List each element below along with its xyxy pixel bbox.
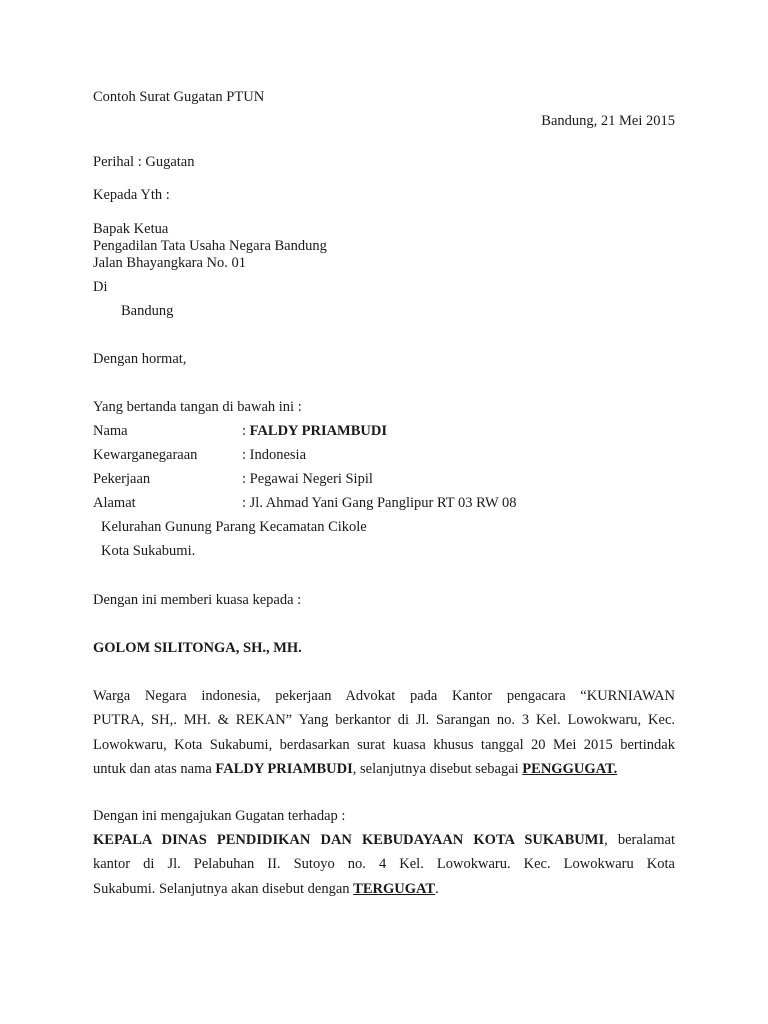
text-run: untuk dan atas nama [93, 760, 216, 777]
paragraph-line: PUTRA, SH,. MH. & REKAN” Yang berkantor di Jl. Sarangan no. 3 Kel. Lowokwaru, Kec. [93, 712, 675, 729]
signer-intro: Yang bertanda tangan di bawah ini : [93, 399, 302, 415]
power-of-attorney-intro: Dengan ini memberi kuasa kepada : [93, 592, 302, 608]
recipient-line-3: Jalan Bhayangkara No. 01 [93, 255, 247, 271]
identity-label: Nama [93, 423, 128, 439]
paragraph-line: Warga Negara indonesia, pekerjaan Advokat pada Kantor pengacara “KURNIAWAN [93, 688, 675, 704]
paragraph-line [93, 757, 675, 781]
document-title: Contoh Surat Gugatan PTUN [93, 89, 265, 105]
addressee-heading: Kepada Yth : [93, 187, 170, 203]
text-run: , beralamat [604, 832, 675, 848]
identity-row-address [93, 494, 517, 512]
plaintiff-name: FALDY PRIAMBUDI [215, 760, 353, 777]
recipient-line-2: Pengadilan Tata Usaha Negara Bandung [93, 238, 327, 254]
identity-row-occupation [93, 470, 373, 488]
identity-value: : Jl. Ahmad Yani Gang Panglipur RT 03 RW 08 [242, 495, 517, 511]
defendant-paragraph [93, 828, 675, 901]
plaintiff-term: PENGGUGAT. [522, 760, 618, 777]
identity-label: Kewarganegaraan [93, 447, 198, 463]
text-run: . [435, 880, 439, 897]
identity-value-name: FALDY PRIAMBUDI [249, 423, 387, 439]
identity-colon: : [242, 423, 250, 439]
identity-value: : Indonesia [242, 447, 307, 463]
paragraph-line [93, 877, 675, 901]
identity-value: : Pegawai Negeri Sipil [242, 471, 373, 487]
place-date: Bandung, 21 Mei 2015 [541, 113, 675, 129]
recipient-di: Di [93, 279, 108, 295]
identity-row-citizenship [93, 446, 306, 464]
lawsuit-intro: Dengan ini mengajukan Gugatan terhadap : [93, 808, 346, 824]
identity-row-name [93, 422, 387, 440]
address-continuation-1: Kelurahan Gunung Parang Kecamatan Cikole [101, 519, 367, 535]
text-run: Sukabumi. Selanjutnya akan disebut dengan [93, 880, 354, 897]
paragraph-line [93, 828, 675, 852]
defendant-term: TERGUGAT [353, 880, 436, 897]
attorney-paragraph [93, 684, 675, 781]
address-continuation-2: Kota Sukabumi. [101, 543, 196, 559]
recipient-line-1: Bapak Ketua [93, 221, 169, 237]
greeting: Dengan hormat, [93, 351, 187, 367]
attorney-name: GOLOM SILITONGA, SH., MH. [93, 640, 302, 656]
identity-label: Pekerjaan [93, 471, 151, 487]
paragraph-line: kantor di Jl. Pelabuhan II. Sutoyo no. 4 Kel. Lowokwaru. Kec. Lowokwaru Kota [93, 856, 675, 873]
subject-line: Perihal : Gugatan [93, 154, 195, 170]
recipient-city: Bandung [121, 303, 174, 319]
defendant-name: KEPALA DINAS PENDIDIKAN DAN KEBUDAYAAN KOTA SUKABUMI [93, 832, 605, 848]
identity-label: Alamat [93, 495, 136, 511]
text-run: , selanjutnya disebut sebagai [352, 760, 523, 777]
paragraph-line: Lowokwaru, Kota Sukabumi, berdasarkan surat kuasa khusus tanggal 20 Mei 2015 bertindak [93, 736, 675, 753]
